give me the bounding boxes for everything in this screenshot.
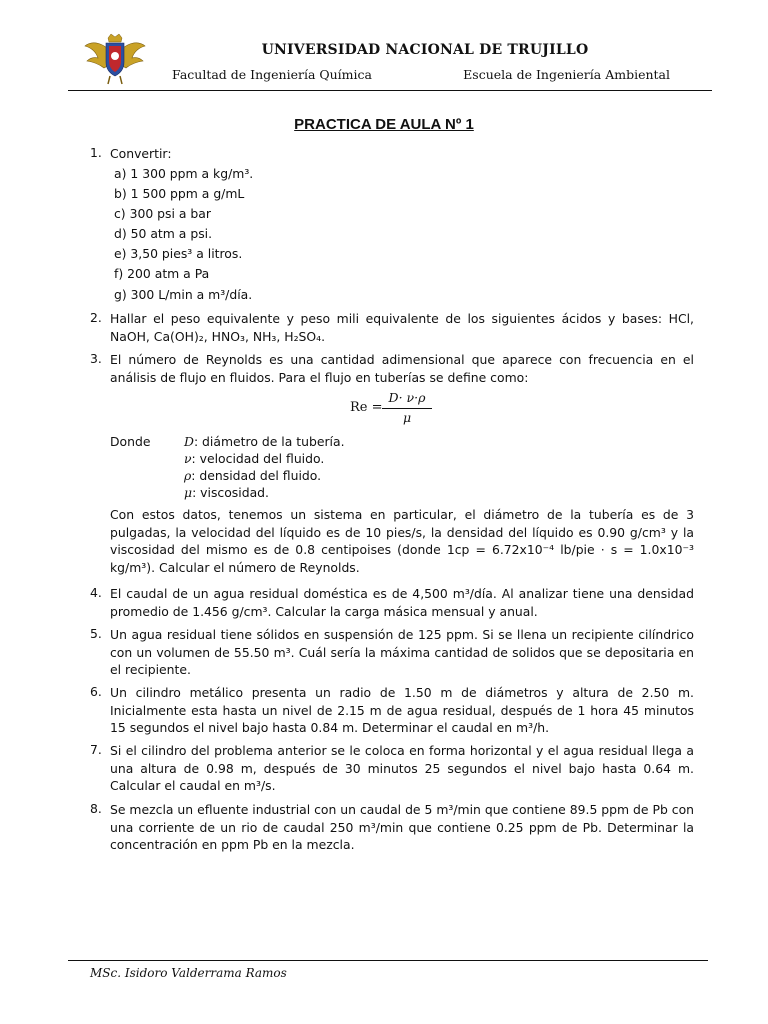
problem-3-data-text: Con estos datos, tenemos un sistema en particular, el diámetro de la tubería es de 3 pulgadas, la velocidad del líquido es de 10 pies/s, la densidad del líquido es 0.90 g/cm³ y la viscosidad del mismo es de 0.8 centipoises (donde 1cp = 6.72x10⁻⁴ lb/pie · s = 1.0x10⁻³ kg/m³). Calcular el número de Reynolds. xyxy=(110,507,694,575)
problem-3-text: El número de Reynolds es una cantidad adimensional que aparece con frecuencia en el análisis de flujo en fluidos. Para el flujo en tuberías se define como: xyxy=(110,352,694,385)
definition-row: ν: velocidad del fluido. xyxy=(184,451,325,466)
faculty-name: Facultad de Ingeniería Química xyxy=(172,67,372,82)
formula-lhs: Re = xyxy=(350,400,383,415)
problem-2-number: 2. xyxy=(90,310,102,325)
problem-7-text: Si el cilindro del problema anterior se le coloca en forma horizontal y el agua residual llega a una altura de 0.98 m, después de 30 minutos 25 segundos el nivel bajo hasta 0.64 m. Calcular el caudal en m³/s. xyxy=(110,743,694,793)
problem-3-number: 3. xyxy=(90,351,102,366)
problem-1-item: a) 1 300 ppm a kg/m³. xyxy=(114,166,254,181)
problem-1-item: b) 1 500 ppm a g/mL xyxy=(114,186,245,201)
problem-6-number: 6. xyxy=(90,684,102,699)
problem-6-text: Un cilindro metálico presenta un radio de 1.50 m de diámetros y altura de 2.50 m. Inicialmente esta hasta un nivel de 2.15 m de agua residual, después de 1 hora 45 minutos 15 segundos el nivel bajo hasta 0.84 m. Determinar el caudal en m³/h. xyxy=(110,685,694,735)
problem-5-number: 5. xyxy=(90,626,102,641)
school-name: Escuela de Ingeniería Ambiental xyxy=(463,67,670,82)
university-logo xyxy=(84,32,146,86)
footer-divider xyxy=(68,960,708,961)
donde-label: Donde xyxy=(110,434,151,449)
definition-row: μ: viscosidad. xyxy=(184,485,269,500)
problem-4-text: El caudal de un agua residual doméstica es de 4,500 m³/día. Al analizar tiene una densidad promedio de 1.456 g/cm³. Calcular la carga másica mensual y anual. xyxy=(110,586,694,619)
header-divider xyxy=(68,90,712,91)
formula-denominator: μ xyxy=(402,410,412,425)
problem-1-item: e) 3,50 pies³ a litros. xyxy=(114,246,243,261)
problem-8-text: Se mezcla un efluente industrial con un caudal de 5 m³/min que contiene 89.5 ppm de Pb con una corriente de un rio de caudal 250 m³/min que contiene 0.25 ppm de Pb. Determinar la concentración en ppm Pb en la mezcla. xyxy=(110,802,694,852)
problem-1-item: f) 200 atm a Pa xyxy=(114,266,210,281)
problem-8-number: 8. xyxy=(90,801,102,816)
problem-1-text: Convertir: xyxy=(110,146,172,161)
problem-1-item: c) 300 psi a bar xyxy=(114,206,211,221)
problem-1-item: d) 50 atm a psi. xyxy=(114,226,213,241)
reynolds-formula xyxy=(350,388,460,428)
university-name: UNIVERSIDAD NACIONAL DE TRUJILLO xyxy=(261,42,589,58)
problem-4-number: 4. xyxy=(90,585,102,600)
definition-row: D: diámetro de la tubería. xyxy=(184,434,345,449)
problem-1-number: 1. xyxy=(90,145,102,160)
fraction-bar xyxy=(382,408,432,409)
problem-5-text: Un agua residual tiene sólidos en suspensión de 125 ppm. Si se llena un recipiente cilíndrico con un volumen de 55.50 m³. Cuál sería la máxima cantidad de solidos que se depositaria en el recipiente. xyxy=(110,627,694,677)
problem-2-text: Hallar el peso equivalente y peso mili equivalente de los siguientes ácidos y bases: HCl, NaOH, Ca(OH)₂, HNO₃, NH₃, H₂SO₄. xyxy=(110,311,694,344)
formula-numerator: D· ν·ρ xyxy=(388,390,426,405)
problem-7-number: 7. xyxy=(90,742,102,757)
author-footer: MSc. Isidoro Valderrama Ramos xyxy=(90,966,287,980)
problem-1-item: g) 300 L/min a m³/día. xyxy=(114,287,253,302)
definition-row: ρ: densidad del fluido. xyxy=(184,468,322,483)
page-title: PRACTICA DE AULA Nº 1 xyxy=(294,116,474,133)
